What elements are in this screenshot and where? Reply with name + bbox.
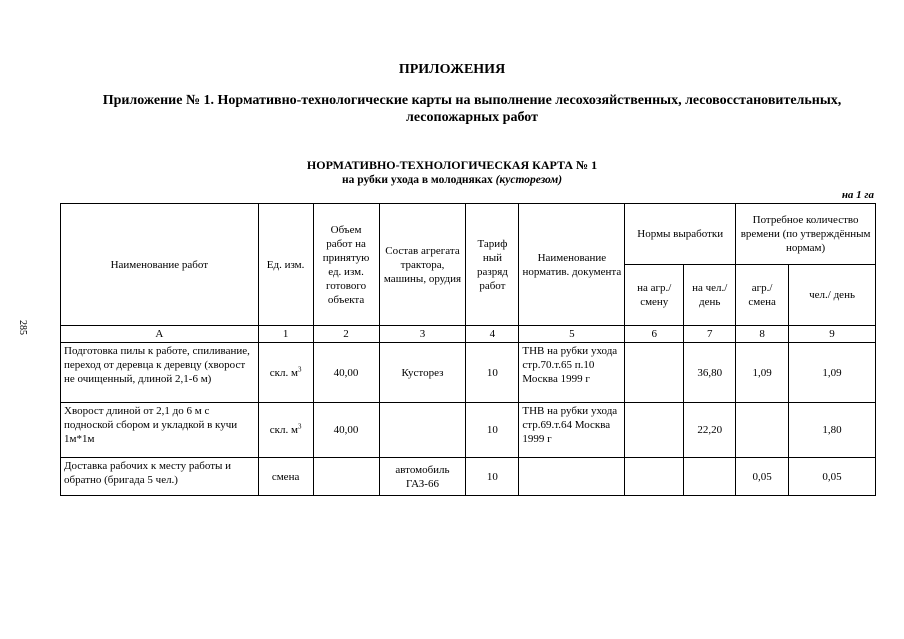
header-time-man: чел./ день — [789, 265, 876, 326]
header-unit: Ед. изм. — [258, 204, 313, 326]
row-doc — [519, 458, 625, 496]
index-cell: 6 — [625, 326, 684, 343]
row-doc: ТНВ на рубки ухода стр.69.т.64 Москва 1999 г — [519, 403, 625, 458]
index-cell: 2 — [313, 326, 379, 343]
table-row — [61, 403, 876, 458]
index-cell: 3 — [379, 326, 466, 343]
row-doc: ТНВ на рубки ухода стр.70.т.65 п.10 Москва 1999 г — [519, 343, 625, 403]
header-norms: Нормы выработки — [625, 204, 736, 265]
row-aggregate — [379, 403, 466, 458]
index-cell: 5 — [519, 326, 625, 343]
page-number: 285 — [17, 320, 28, 335]
row-time-agr — [736, 403, 789, 458]
row-aggregate: Кусторез — [379, 343, 466, 403]
index-cell: 4 — [466, 326, 519, 343]
row-norm-agr — [625, 403, 684, 458]
row-unit — [258, 403, 313, 458]
header-aggregate: Состав агрегата трактора, машины, орудия — [379, 204, 466, 326]
row-time-agr: 1,09 — [736, 343, 789, 403]
header-tariff: Тариф ный разряд работ — [466, 204, 519, 326]
row-unit-text: смена — [271, 470, 300, 483]
row-time-man: 1,09 — [789, 343, 876, 403]
header-name: Наименование работ — [61, 204, 259, 326]
header-time-agr: агр./ смена — [736, 265, 789, 326]
row-norm-agr — [625, 343, 684, 403]
card-subtitle — [0, 174, 904, 186]
row-unit-sup: 3 — [297, 364, 302, 373]
row-aggregate: автомобиль ГАЗ-66 — [379, 458, 466, 496]
index-cell: А — [61, 326, 259, 343]
header-volume: Объем работ на принятую ед. изм. готового объекта — [313, 204, 379, 326]
table-row — [61, 458, 876, 496]
row-norm-man — [684, 458, 736, 496]
row-unit-sup: 3 — [297, 422, 302, 431]
row-name: Хворост длиной от 2,1 до 6 м с подноской сбором и укладкой в кучи 1м*1м — [61, 403, 259, 458]
index-cell: 1 — [258, 326, 313, 343]
table-row — [61, 343, 876, 403]
index-cell: 8 — [736, 326, 789, 343]
card-subtitle-text: на рубки ухода в молодняках — [341, 174, 493, 186]
row-volume: 40,00 — [313, 343, 379, 403]
row-volume — [313, 458, 379, 496]
header-norm-man: на чел./ день — [684, 265, 736, 326]
unit-note: на 1 га — [841, 189, 874, 201]
row-unit — [258, 343, 313, 403]
row-time-man: 1,80 — [789, 403, 876, 458]
header-time: Потребное количество времени (по утверждённым нормам) — [736, 204, 876, 265]
row-unit — [258, 458, 313, 496]
row-tariff: 10 — [466, 403, 519, 458]
card-subtitle-italic: (кусторезом) — [495, 174, 563, 186]
row-unit-text: скл. м — [269, 424, 298, 436]
row-norm-agr — [625, 458, 684, 496]
row-unit-text: скл. м — [269, 366, 298, 379]
index-cell: 7 — [684, 326, 736, 343]
norm-table — [60, 203, 876, 496]
header-norm-agr: на агр./ смену — [625, 265, 684, 326]
row-tariff: 10 — [466, 458, 519, 496]
row-name: Подготовка пилы к работе, спиливание, переход от деревца к деревцу (хворост не очищенный, длиной 2,1-6 м) — [61, 343, 259, 403]
row-time-agr: 0,05 — [736, 458, 789, 496]
row-tariff: 10 — [466, 343, 519, 403]
index-row — [61, 326, 876, 343]
row-name: Доставка рабочих к месту работы и обратно (бригада 5 чел.) — [61, 458, 259, 496]
row-norm-man: 36,80 — [684, 343, 736, 403]
row-norm-man: 22,20 — [684, 403, 736, 458]
row-volume: 40,00 — [313, 403, 379, 458]
card-title: НОРМАТИВНО-ТЕХНОЛОГИЧЕСКАЯ КАРТА № 1 — [306, 158, 598, 172]
appendix-title: Приложение № 1. Нормативно-технологические карты на выполнение лесохозяйственных, лесовосстановительных, лесопожарных работ — [102, 93, 842, 125]
row-time-man: 0,05 — [789, 458, 876, 496]
index-cell: 9 — [789, 326, 876, 343]
section-title: ПРИЛОЖЕНИЯ — [398, 62, 506, 77]
header-doc: Наименование норматив. документа — [519, 204, 625, 326]
